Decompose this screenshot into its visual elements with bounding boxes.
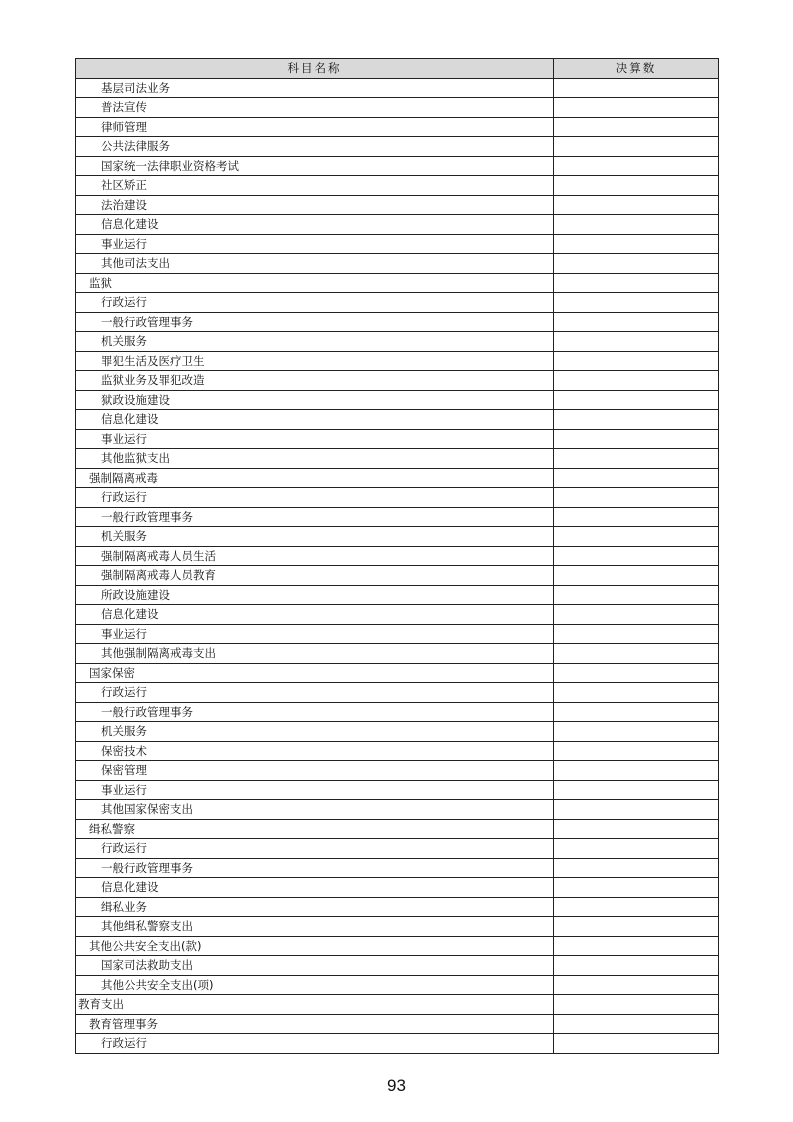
table-row xyxy=(76,195,719,215)
subject-name-cell: 缉私业务 xyxy=(76,897,554,917)
table-row xyxy=(76,254,719,274)
page-number: 93 xyxy=(387,1076,406,1095)
table-row xyxy=(76,858,719,878)
final-amount-cell xyxy=(554,566,719,586)
table-row xyxy=(76,449,719,469)
final-amount-cell xyxy=(554,410,719,430)
subject-name-cell: 信息化建设 xyxy=(76,410,554,430)
final-amount-cell xyxy=(554,546,719,566)
subject-name-cell: 事业运行 xyxy=(76,780,554,800)
subject-name-cell: 教育支出 xyxy=(76,995,554,1015)
subject-name-cell: 行政运行 xyxy=(76,1034,554,1054)
table-row xyxy=(76,468,719,488)
table-row xyxy=(76,800,719,820)
final-amount-cell xyxy=(554,390,719,410)
final-amount-cell xyxy=(554,137,719,157)
table-row xyxy=(76,878,719,898)
final-amount-cell xyxy=(554,975,719,995)
final-amount-cell xyxy=(554,663,719,683)
final-amount-cell xyxy=(554,215,719,235)
table-row xyxy=(76,761,719,781)
final-amount-cell xyxy=(554,371,719,391)
table-row xyxy=(76,371,719,391)
final-amount-cell xyxy=(554,761,719,781)
table-row xyxy=(76,585,719,605)
subject-name-cell: 社区矫正 xyxy=(76,176,554,196)
final-amount-cell xyxy=(554,312,719,332)
subject-name-cell: 行政运行 xyxy=(76,839,554,859)
final-amount-cell xyxy=(554,702,719,722)
table-row xyxy=(76,624,719,644)
final-amount-cell xyxy=(554,449,719,469)
subject-name-cell: 基层司法业务 xyxy=(76,78,554,98)
subject-name-cell: 所政设施建设 xyxy=(76,585,554,605)
table-row xyxy=(76,605,719,625)
final-amount-cell xyxy=(554,195,719,215)
subject-name-cell: 国家统一法律职业资格考试 xyxy=(76,156,554,176)
subject-name-cell: 强制隔离戒毒人员生活 xyxy=(76,546,554,566)
final-amount-cell xyxy=(554,429,719,449)
final-amount-cell xyxy=(554,936,719,956)
final-amount-cell xyxy=(554,176,719,196)
subject-name-cell: 其他强制隔离戒毒支出 xyxy=(76,644,554,664)
subject-name-cell: 事业运行 xyxy=(76,429,554,449)
table-row xyxy=(76,332,719,352)
final-amount-cell xyxy=(554,117,719,137)
subject-name-cell: 强制隔离戒毒人员教育 xyxy=(76,566,554,586)
subject-name-cell: 法治建设 xyxy=(76,195,554,215)
subject-name-cell: 公共法律服务 xyxy=(76,137,554,157)
final-amount-cell xyxy=(554,995,719,1015)
subject-name-cell: 其他国家保密支出 xyxy=(76,800,554,820)
table-row xyxy=(76,663,719,683)
final-amount-cell xyxy=(554,488,719,508)
table-row xyxy=(76,722,719,742)
final-amount-cell xyxy=(554,78,719,98)
subject-name-cell: 行政运行 xyxy=(76,683,554,703)
table-row xyxy=(76,488,719,508)
subject-name-cell: 罪犯生活及医疗卫生 xyxy=(76,351,554,371)
subject-name-cell: 行政运行 xyxy=(76,488,554,508)
table-row xyxy=(76,956,719,976)
subject-name-cell: 保密管理 xyxy=(76,761,554,781)
final-amount-cell xyxy=(554,858,719,878)
subject-name-cell: 国家司法救助支出 xyxy=(76,956,554,976)
final-amount-cell xyxy=(554,839,719,859)
final-amount-cell xyxy=(554,234,719,254)
final-amount-cell xyxy=(554,624,719,644)
final-amount-cell xyxy=(554,585,719,605)
subject-name-cell: 保密技术 xyxy=(76,741,554,761)
final-amount-cell xyxy=(554,800,719,820)
table-row xyxy=(76,819,719,839)
subject-name-cell: 狱政设施建设 xyxy=(76,390,554,410)
subject-name-cell: 监狱 xyxy=(76,273,554,293)
table-row xyxy=(76,137,719,157)
final-amount-cell xyxy=(554,722,719,742)
subject-name-cell: 一般行政管理事务 xyxy=(76,702,554,722)
subject-name-cell: 其他司法支出 xyxy=(76,254,554,274)
final-amount-cell xyxy=(554,254,719,274)
final-amount-cell xyxy=(554,156,719,176)
table-row xyxy=(76,936,719,956)
final-amount-cell xyxy=(554,741,719,761)
table-row xyxy=(76,273,719,293)
table-row xyxy=(76,1034,719,1054)
subject-name-cell: 信息化建设 xyxy=(76,878,554,898)
table-row xyxy=(76,780,719,800)
subject-name-cell: 其他公共安全支出(款) xyxy=(76,936,554,956)
table-row xyxy=(76,566,719,586)
subject-name-cell: 监狱业务及罪犯改造 xyxy=(76,371,554,391)
subject-name-cell: 国家保密 xyxy=(76,663,554,683)
final-amount-cell xyxy=(554,468,719,488)
final-amount-cell xyxy=(554,780,719,800)
subject-name-cell: 其他公共安全支出(项) xyxy=(76,975,554,995)
column-header-final-amount: 决算数 xyxy=(554,59,719,79)
table-row xyxy=(76,741,719,761)
final-amount-cell xyxy=(554,351,719,371)
final-amount-cell xyxy=(554,273,719,293)
table-row xyxy=(76,527,719,547)
table-row xyxy=(76,215,719,235)
final-amount-cell xyxy=(554,1014,719,1034)
final-amount-cell xyxy=(554,644,719,664)
final-amount-cell xyxy=(554,1034,719,1054)
subject-name-cell: 一般行政管理事务 xyxy=(76,507,554,527)
subject-name-cell: 机关服务 xyxy=(76,722,554,742)
table-row xyxy=(76,312,719,332)
subject-name-cell: 事业运行 xyxy=(76,234,554,254)
subject-name-cell: 其他缉私警察支出 xyxy=(76,917,554,937)
final-amount-cell xyxy=(554,897,719,917)
table-row xyxy=(76,234,719,254)
final-amount-cell xyxy=(554,956,719,976)
table-row xyxy=(76,839,719,859)
table-row xyxy=(76,293,719,313)
table-row xyxy=(76,1014,719,1034)
column-header-subject-name: 科目名称 xyxy=(76,59,554,79)
subject-name-cell: 教育管理事务 xyxy=(76,1014,554,1034)
table-row xyxy=(76,897,719,917)
table-header-row xyxy=(76,59,719,79)
table-row xyxy=(76,351,719,371)
table-row xyxy=(76,995,719,1015)
subject-name-cell: 机关服务 xyxy=(76,527,554,547)
subject-name-cell: 缉私警察 xyxy=(76,819,554,839)
final-amount-cell xyxy=(554,332,719,352)
table-row xyxy=(76,117,719,137)
final-amount-cell xyxy=(554,683,719,703)
subject-name-cell: 信息化建设 xyxy=(76,215,554,235)
table-row xyxy=(76,975,719,995)
final-amount-cell xyxy=(554,98,719,118)
table-row xyxy=(76,702,719,722)
table-row xyxy=(76,176,719,196)
subject-name-cell: 律师管理 xyxy=(76,117,554,137)
subject-name-cell: 其他监狱支出 xyxy=(76,449,554,469)
subject-name-cell: 事业运行 xyxy=(76,624,554,644)
table-row xyxy=(76,644,719,664)
budget-table xyxy=(75,58,719,1054)
final-amount-cell xyxy=(554,293,719,313)
final-amount-cell xyxy=(554,527,719,547)
subject-name-cell: 行政运行 xyxy=(76,293,554,313)
table-row xyxy=(76,390,719,410)
subject-name-cell: 强制隔离戒毒 xyxy=(76,468,554,488)
table-row xyxy=(76,429,719,449)
subject-name-cell: 一般行政管理事务 xyxy=(76,312,554,332)
final-amount-cell xyxy=(554,878,719,898)
subject-name-cell: 机关服务 xyxy=(76,332,554,352)
final-amount-cell xyxy=(554,507,719,527)
subject-name-cell: 一般行政管理事务 xyxy=(76,858,554,878)
table-body xyxy=(76,78,719,1053)
table-row xyxy=(76,507,719,527)
table-row xyxy=(76,917,719,937)
table-row xyxy=(76,98,719,118)
subject-name-cell: 信息化建设 xyxy=(76,605,554,625)
final-amount-cell xyxy=(554,605,719,625)
table-row xyxy=(76,78,719,98)
final-amount-cell xyxy=(554,917,719,937)
table-row xyxy=(76,683,719,703)
table-row xyxy=(76,410,719,430)
final-amount-cell xyxy=(554,819,719,839)
table-row xyxy=(76,546,719,566)
table-row xyxy=(76,156,719,176)
subject-name-cell: 普法宣传 xyxy=(76,98,554,118)
